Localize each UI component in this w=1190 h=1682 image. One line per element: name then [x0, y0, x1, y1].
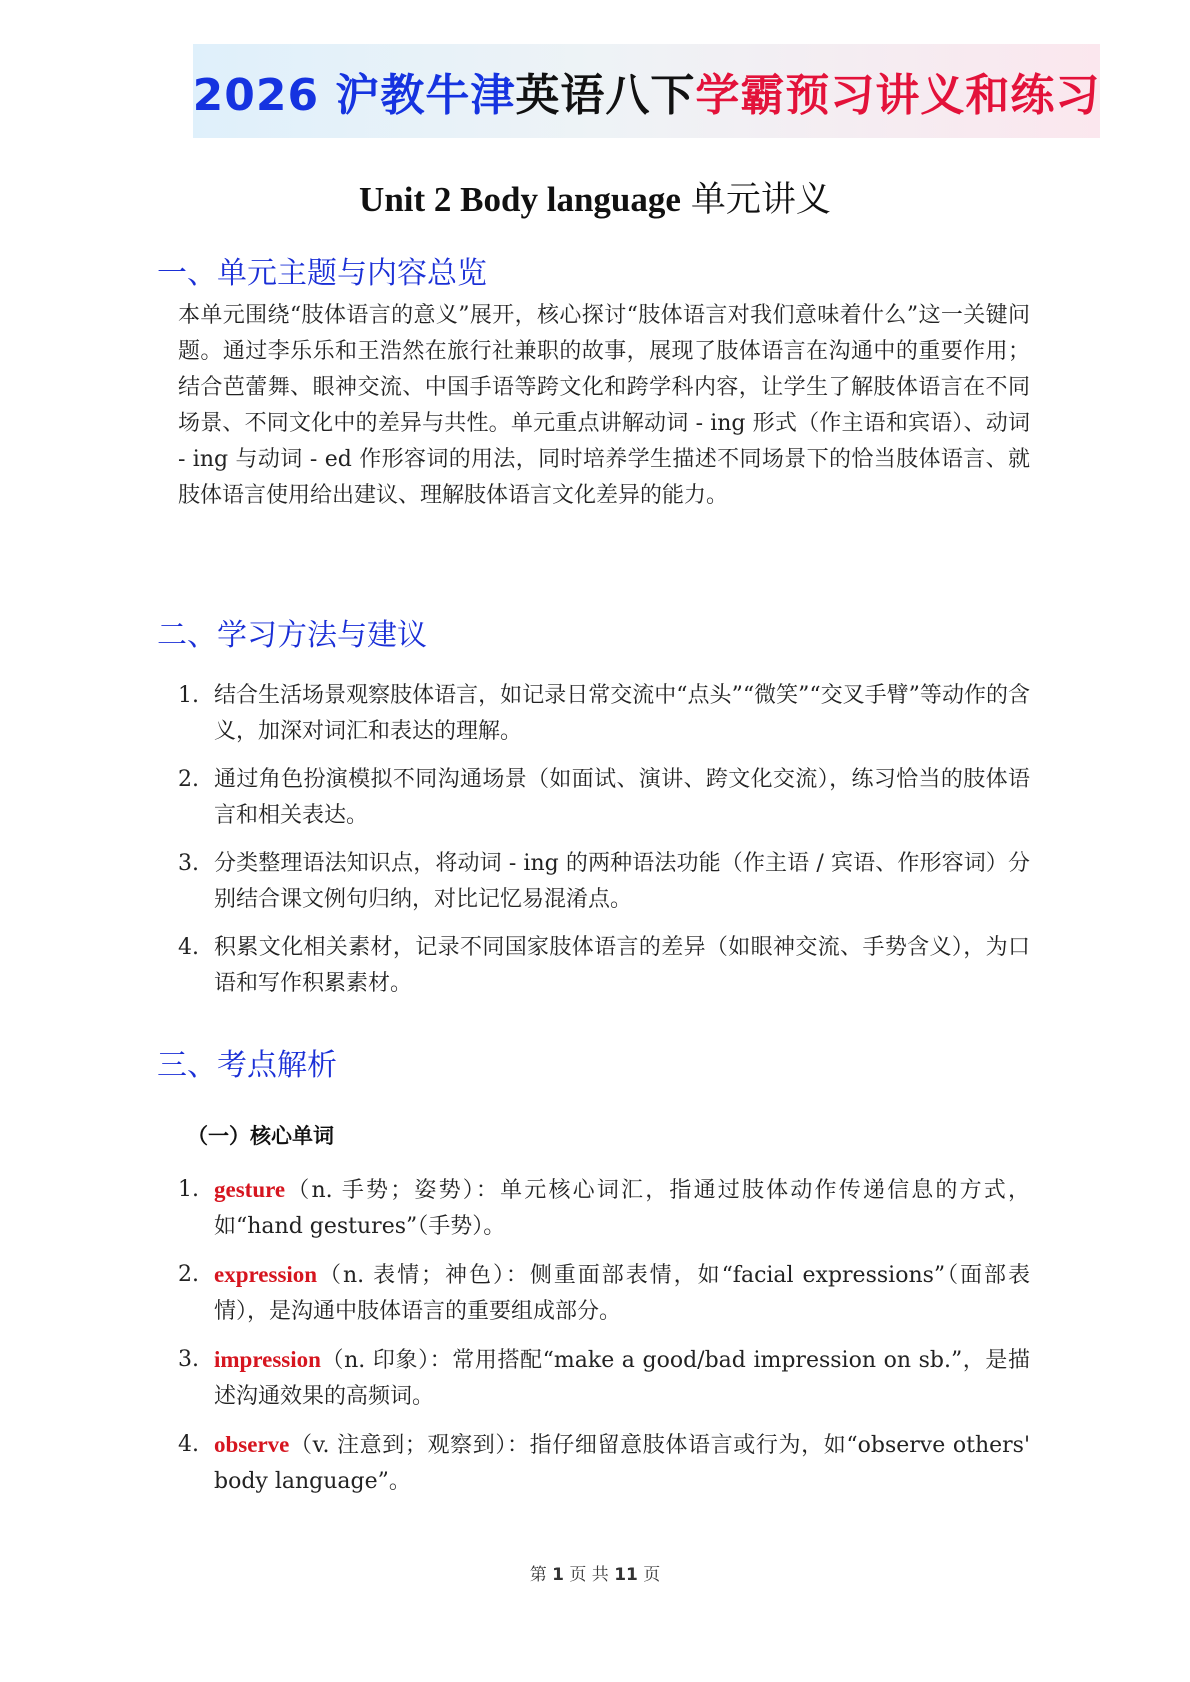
core-words-list — [178, 1172, 1030, 1500]
section-1-heading: 一、单元主题与内容总览 — [157, 256, 487, 291]
core-words-subheading: （一）核心单词 — [187, 1124, 334, 1148]
vocab-word: expression — [214, 1262, 318, 1287]
page-title — [0, 172, 1190, 222]
vocab-word: observe — [214, 1432, 290, 1457]
list-item: 3. 分类整理语法知识点，将动词 - ing 的两种语法功能（作主语 / 宾语、作形容词）分别结合课文例句归纳，对比记忆易混淆点。 — [178, 851, 1030, 912]
banner-material-type: 学霸预习讲义和练习 — [695, 70, 1101, 121]
section-1-body: 本单元围绕“肢体语言的意义”展开，核心探讨“肢体语言对我们意味着什么”这一关键问题。通过李乐乐和王浩然在旅行社兼职的故事，展现了肢体语言在沟通中的重要作用；结合芭蕾舞、眼神交流、中国手语等跨文化和跨学科内容，让学生了解肢体语言在不同场景、不同文化中的差异与共性。单元重点讲解动词 - ing 形式（作主语和宾语）、动词 - ing 与动词 - ed 作形容词的用法，同时培养学生描述不同场景下的恰当肢体语言、就肢体语言使用给出建议、理解肢体语言文化差异的能力。 — [178, 303, 1030, 508]
title-banner — [193, 44, 1100, 138]
current-page-number: 1 — [552, 1565, 564, 1585]
vocab-word: gesture — [214, 1177, 286, 1202]
vocab-item-expression: 2. expression（n. 表情；神色）：侧重面部表情，如“facial expressions”（面部表情），是沟通中肢体语言的重要组成部分。 — [178, 1262, 1030, 1324]
section-3-heading: 三、考点解析 — [157, 1048, 337, 1083]
page-title-en: Unit 2 Body language — [359, 180, 681, 219]
vocab-item-gesture: 1. gesture（n. 手势；姿势）：单元核心词汇，指通过肢体动作传递信息的方式，如“hand gestures”（手势）。 — [178, 1177, 1030, 1239]
total-page-count: 11 — [614, 1565, 638, 1585]
list-item: 4. 积累文化相关素材，记录不同国家肢体语言的差异（如眼神交流、手势含义），为口语和写作积累素材。 — [178, 935, 1030, 996]
banner-year-publisher: 2026 沪教牛津 — [192, 70, 516, 121]
list-item: 2. 通过角色扮演模拟不同沟通场景（如面试、演讲、跨文化交流），练习恰当的肢体语言和相关表达。 — [178, 767, 1030, 828]
section-2-heading: 二、学习方法与建议 — [157, 618, 427, 653]
study-tips-list — [178, 678, 1030, 1002]
list-item: 1. 结合生活场景观察肢体语言，如记录日常交流中“点头”“微笑”“交叉手臂”等动作的含义，加深对词汇和表达的理解。 — [178, 683, 1030, 744]
vocab-item-impression: 3. impression（n. 印象）：常用搭配“make a good/bad impression on sb.”，是描述沟通效果的高频词。 — [178, 1347, 1030, 1409]
vocab-word: impression — [214, 1347, 321, 1372]
page-title-cn: 单元讲义 — [690, 180, 831, 220]
vocab-item-observe: 4. observe（v. 注意到；观察到）：指仔细留意肢体语言或行为，如“observe others' body language”。 — [178, 1432, 1030, 1494]
banner-subject-grade: 英语八下 — [515, 70, 696, 121]
page-footer: 第 1 页 共 11 页 — [529, 1565, 661, 1585]
